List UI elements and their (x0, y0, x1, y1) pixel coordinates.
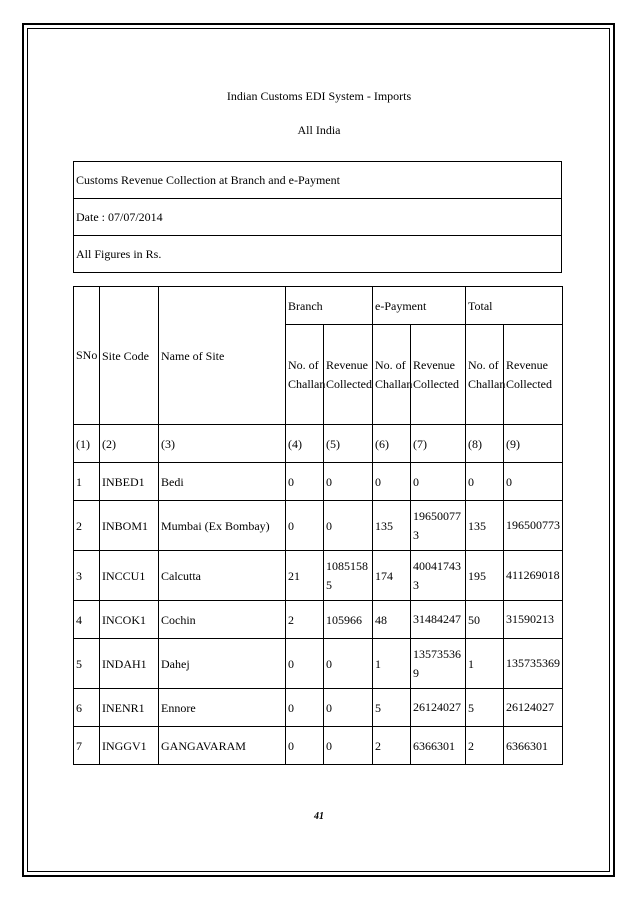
table-cell: 135735369 (504, 639, 563, 689)
header-total-revenue: Revenue Collected (504, 325, 563, 425)
table-cell: 0 (324, 727, 373, 765)
header-branch-revenue: Revenue Collected (324, 325, 373, 425)
header-total-challan: No. of Challan (466, 325, 504, 425)
table-cell: 0 (286, 639, 324, 689)
table-cell: 195 (466, 551, 504, 601)
table-cell: 5 (466, 689, 504, 727)
table-cell: 31590213 (504, 601, 563, 639)
col-num: (1) (74, 425, 100, 463)
col-num: (2) (100, 425, 159, 463)
table-cell: 5 (74, 639, 100, 689)
table-cell: 0 (286, 727, 324, 765)
table-cell: 105966 (324, 601, 373, 639)
table-cell: 0 (324, 463, 373, 501)
table-cell: INCOK1 (100, 601, 159, 639)
table-cell: Ennore (159, 689, 286, 727)
table-cell: 26124027 (411, 689, 466, 727)
table-cell: 6366301 (411, 727, 466, 765)
table-cell: 50 (466, 601, 504, 639)
table-cell: 0 (411, 463, 466, 501)
table-cell: 135735369 (411, 639, 466, 689)
header-branch: Branch (286, 287, 373, 325)
table-cell: GANGAVARAM (159, 727, 286, 765)
table-cell: 6366301 (504, 727, 563, 765)
table-cell: 0 (286, 689, 324, 727)
table-cell: 4 (74, 601, 100, 639)
table-cell: 2 (373, 727, 411, 765)
col-num: (8) (466, 425, 504, 463)
table-cell: 1 (74, 463, 100, 501)
header-epayment: e-Payment (373, 287, 466, 325)
table-cell: 0 (373, 463, 411, 501)
col-num: (7) (411, 425, 466, 463)
table-cell: 0 (466, 463, 504, 501)
header-epayment-challan: No. of Challan (373, 325, 411, 425)
table-cell: Mumbai (Ex Bombay) (159, 501, 286, 551)
table-cell: 2 (286, 601, 324, 639)
table-cell: 2 (74, 501, 100, 551)
page-title: Indian Customs EDI System - Imports (226, 89, 412, 103)
table-cell: 7 (74, 727, 100, 765)
table-cell: 3 (74, 551, 100, 601)
table-row (74, 601, 563, 639)
header-site-code: Site Code (100, 287, 159, 425)
table-cell: INDAH1 (100, 639, 159, 689)
table-cell: 5 (373, 689, 411, 727)
table-cell: Calcutta (159, 551, 286, 601)
table-cell: 174 (373, 551, 411, 601)
table-cell: INBED1 (100, 463, 159, 501)
table-cell: 10851585 (324, 551, 373, 601)
table-cell: 400417433 (411, 551, 466, 601)
table-cell: 6 (74, 689, 100, 727)
header-branch-challan: No. of Challan (286, 325, 324, 425)
col-num: (3) (159, 425, 286, 463)
header-site-name: Name of Site (159, 287, 286, 425)
table-row (74, 551, 563, 601)
table-cell: 411269018 (504, 551, 563, 601)
column-number-row (74, 425, 563, 463)
col-num: (9) (504, 425, 563, 463)
table-row (74, 639, 563, 689)
table-cell: Cochin (159, 601, 286, 639)
table-cell: 2 (466, 727, 504, 765)
table-cell: 26124027 (504, 689, 563, 727)
table-row (74, 501, 563, 551)
table-cell: 0 (324, 639, 373, 689)
page-subtitle: All India (297, 123, 341, 137)
revenue-table (73, 286, 563, 765)
table-cell: INBOM1 (100, 501, 159, 551)
table-row (74, 727, 563, 765)
table-cell: 48 (373, 601, 411, 639)
table-cell: 135 (373, 501, 411, 551)
info-line-1: Customs Revenue Collection at Branch and e-Payment (74, 162, 562, 199)
table-cell: 0 (324, 501, 373, 551)
table-row (74, 689, 563, 727)
info-table (73, 161, 562, 273)
table-cell: 196500773 (411, 501, 466, 551)
col-num: (6) (373, 425, 411, 463)
table-cell: Dahej (159, 639, 286, 689)
header-epayment-revenue: Revenue Collected (411, 325, 466, 425)
table-cell: 0 (324, 689, 373, 727)
table-cell: 1 (466, 639, 504, 689)
info-line-3: All Figures in Rs. (74, 236, 562, 273)
table-cell: INCCU1 (100, 551, 159, 601)
info-line-2: Date : 07/07/2014 (74, 199, 562, 236)
table-cell: 135 (466, 501, 504, 551)
page-number: 41 (314, 811, 324, 822)
header-sno: SNo (74, 287, 100, 425)
table-cell: Bedi (159, 463, 286, 501)
table-cell: 0 (286, 463, 324, 501)
table-cell: 21 (286, 551, 324, 601)
table-cell: 1 (373, 639, 411, 689)
col-num: (5) (324, 425, 373, 463)
table-cell: INGGV1 (100, 727, 159, 765)
table-cell: 0 (286, 501, 324, 551)
header-total: Total (466, 287, 563, 325)
col-num: (4) (286, 425, 324, 463)
table-cell: 31484247 (411, 601, 466, 639)
table-cell: 196500773 (504, 501, 563, 551)
table-cell: 0 (504, 463, 563, 501)
table-row (74, 463, 563, 501)
table-cell: INENR1 (100, 689, 159, 727)
